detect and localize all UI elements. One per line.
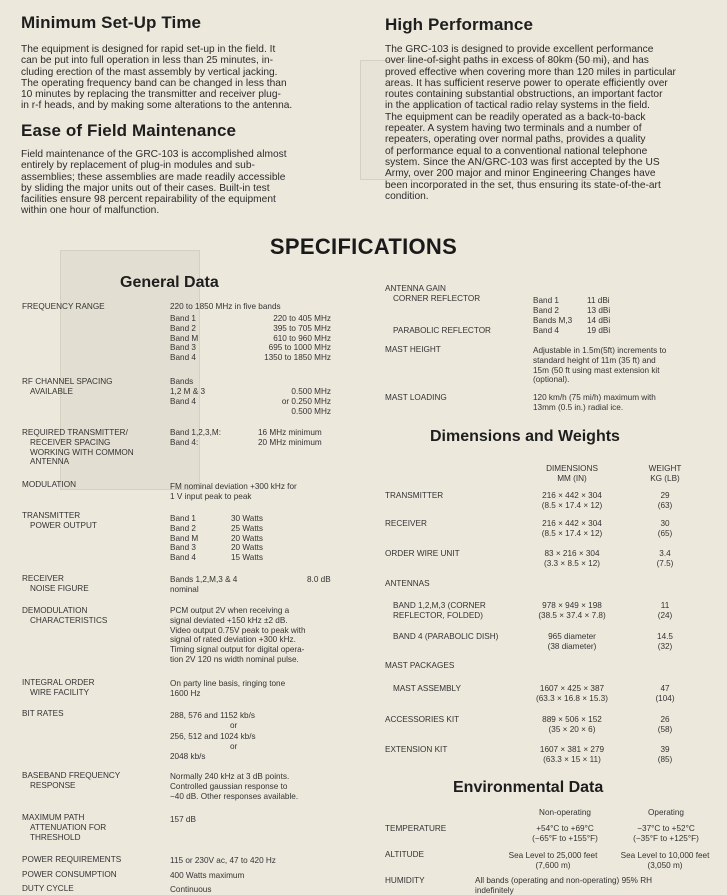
dimensions-column-header: DIMENSIONS MM (IN): [546, 464, 598, 483]
altitude-nonoperating: Sea Level to 25,000 feet (7,600 m): [508, 851, 598, 870]
mast-loading-label: MAST LOADING: [385, 393, 447, 402]
antenna-row-weight: 14.5 (32): [657, 632, 673, 651]
mast-row-weight: 47 (104): [655, 684, 675, 703]
environmental-heading: Environmental Data: [453, 779, 604, 796]
mast-height-label: MAST HEIGHT: [385, 345, 441, 354]
modulation-value: FM nominal deviation +300 kHz for 1 V input peak to peak: [170, 482, 297, 501]
mast-row-name: EXTENSION KIT: [385, 745, 448, 754]
mast-row-dims: 1607 × 381 × 279 (63.3 × 15 × 11): [539, 745, 605, 764]
antenna-row-dims: 965 diameter (38 diameter): [547, 632, 597, 651]
dim-row-dims: 216 × 442 × 304 (8.5 × 17.4 × 12): [541, 519, 603, 538]
demod-value: PCM output 2V when receiving a signal deviated +150 kHz ±2 dB. Video output 0.75V peak to peak with signal of rated deviation +300 kHz. Timing signal output for digital opera- tion 2V 120 ns width nominal pulse.: [170, 606, 306, 664]
dim-row-name: ORDER WIRE UNIT: [385, 549, 460, 558]
min-setup-text: The equipment is designed for rapid set-up in the field. It can be put into full operation in less than 25 minutes, in- cluding erection of the mast assembly by vertical jacking. The operating frequency band can be changed in less than 10 minutes by replacing the transmitter and receiver plug- in r-f heads, and by making some alterations to the antenna.: [21, 44, 293, 112]
dim-row-weight: 3.4 (7.5): [656, 549, 674, 568]
corner-reflector-gains: 11 dBi 13 dBi 14 dBi: [587, 296, 611, 325]
frequency-bands: Band 1 Band 2 Band M Band 3 Band 4: [170, 314, 199, 363]
parabolic-band: Band 4: [533, 326, 559, 335]
ease-text: Field maintenance of the GRC-103 is accomplished almost entirely by replacement of plug-in modules and sub- assemblies; these assemblies are made readily accessible by sliding the major units out of their cases. Built-in test facilities ensure 98 percent repairability of the equipment within one hour of malfunction.: [21, 149, 287, 217]
bit-rates-value: 288, 576 and 1152 kb/s or 256, 512 and 1024 kb/s or 2048 kb/s: [170, 711, 256, 762]
antenna-row-dims: 978 × 949 × 198 (38.5 × 37.4 × 7.8): [538, 601, 606, 620]
rx-noise-label: RECEIVER NOISE FIGURE: [22, 574, 89, 593]
mast-row-weight: 39 (85): [657, 745, 673, 764]
parabolic-gain: 19 dBi: [587, 326, 611, 335]
frequency-range-head: 220 to 1850 MHz in five bands: [170, 302, 281, 311]
order-wire-value: On party line basis, ringing tone 1600 Hz: [170, 679, 286, 698]
power-cons-value: 400 Watts maximum: [170, 871, 245, 880]
antenna-gain-label: ANTENNA GAIN CORNER REFLECTOR: [385, 284, 481, 303]
order-wire-label: INTEGRAL ORDER WIRE FACILITY: [22, 678, 95, 697]
antenna-row-name: BAND 1,2,M,3 (CORNER REFLECTOR, FOLDED): [393, 601, 486, 620]
temperature-label: TEMPERATURE: [385, 824, 447, 833]
mast-row-dims: 889 × 506 × 152 (35 × 20 × 6): [542, 715, 602, 734]
tx-power-label: TRANSMITTER POWER OUTPUT: [22, 511, 97, 530]
mast-packages-label: MAST PACKAGES: [385, 661, 455, 670]
rf-spacing-values: 0.500 MHz or 0.250 MHz 0.500 MHz: [281, 387, 331, 416]
humidity-value: All bands (operating and non-operating) 95% RH indefinitely: [475, 876, 653, 895]
specifications-title: SPECIFICATIONS: [269, 234, 458, 259]
altitude-label: ALTITUDE: [385, 850, 424, 859]
duty-cycle-value: Continuous: [170, 885, 212, 894]
baseband-value: Normally 240 kHz at 3 dB points. Controlled gaussian response to −40 dB. Other responses available.: [170, 772, 299, 801]
mast-row-name: ACCESSORIES KIT: [385, 715, 460, 724]
corner-reflector-bands: Band 1 Band 2 Bands M,3: [533, 296, 573, 325]
dimensions-heading: Dimensions and Weights: [430, 428, 620, 445]
dim-row-name: RECEIVER: [385, 519, 427, 528]
rx-noise-bands: Bands 1,2,M,3 & 4 nominal: [170, 575, 238, 594]
tx-power-values: 30 Watts 25 Watts 20 Watts 20 Watts 15 Watts: [231, 514, 264, 563]
mast-loading-value: 120 km/h (75 mi/h) maximum with 13mm (0.5 in.) radial ice.: [533, 393, 656, 412]
humidity-label: HUMIDITY: [385, 876, 425, 885]
power-cons-label: POWER CONSUMPTION: [22, 870, 117, 879]
frequency-range-label: FREQUENCY RANGE: [22, 302, 105, 311]
tx-rx-spacing-values: 16 MHz minimum 20 MHz minimum: [258, 428, 322, 447]
mast-row-name: MAST ASSEMBLY: [393, 684, 461, 693]
dim-row-weight: 30 (65): [657, 519, 673, 538]
baseband-label: BASEBAND FREQUENCY RESPONSE: [22, 771, 121, 790]
modulation-label: MODULATION: [22, 480, 76, 489]
antenna-row-weight: 11 (24): [657, 601, 673, 620]
dim-row-name: TRANSMITTER: [385, 491, 444, 500]
duty-cycle-label: DUTY CYCLE: [22, 884, 74, 893]
antenna-row-name: BAND 4 (PARABOLIC DISH): [393, 632, 499, 641]
dim-row-weight: 29 (63): [657, 491, 673, 510]
power-req-value: 115 or 230V ac, 47 to 420 Hz: [170, 856, 276, 865]
demod-label: DEMODULATION CHARACTERISTICS: [22, 606, 108, 625]
mast-row-dims: 1607 × 425 × 387 (63.3 × 16.8 × 15.3): [536, 684, 608, 703]
env-col-operating: Operating: [648, 808, 684, 817]
antennas-label: ANTENNAS: [385, 579, 430, 588]
altitude-operating: Sea Level to 10,000 feet (3,050 m): [620, 851, 710, 870]
parabolic-reflector-label: PARABOLIC REFLECTOR: [393, 326, 491, 335]
tx-rx-spacing-label: REQUIRED TRANSMITTER/ RECEIVER SPACING WORKING WITH COMMON ANTENNA: [22, 428, 134, 467]
dim-row-dims: 216 × 442 × 304 (8.5 × 17.4 × 12): [541, 491, 603, 510]
rf-spacing-label: RF CHANNEL SPACING AVAILABLE: [22, 377, 113, 396]
power-req-label: POWER REQUIREMENTS: [22, 855, 122, 864]
bit-rates-label: BIT RATES: [22, 709, 64, 718]
high-performance-text: The GRC-103 is designed to provide excellent performance over line-of-sight paths in excess of 80km (50 mi), and has proved effective when covering more than 120 miles in particular areas. It has sufficient reserve power to operate efficiently over routes containing substantial obstructions, an important factor in the application of tactical radio relay systems in the field. The equipment can be readily operated as a back-to-back repeater. A system having two terminals and a number of repeaters, operating over normal paths, provides a quality of performance equal to a conventional national telephone system. Since the AN/GRC-103 was first accepted by the US Army, over 200 major and minor Engineering Changes have been incorporated in the set, thus ensuring its state-of-the-art condition.: [385, 44, 676, 202]
general-data-heading: General Data: [120, 274, 219, 291]
weight-column-header: WEIGHT KG (LB): [648, 464, 682, 483]
temperature-nonoperating: +54°C to +69°C (−65°F to +155°F): [532, 824, 598, 843]
high-performance-heading: High Performance: [385, 15, 534, 34]
rf-spacing-bands: Bands 1,2 M & 3 Band 4: [170, 377, 206, 406]
env-col-nonoperating: Non-operating: [539, 808, 591, 817]
temperature-operating: −37°C to +52°C (−35°F to +125°F): [633, 824, 699, 843]
dim-row-dims: 83 × 216 × 304 (3.3 × 8.5 × 12): [544, 549, 600, 568]
max-path-value: 157 dB: [170, 815, 196, 824]
min-setup-heading: Minimum Set-Up Time: [21, 13, 202, 32]
rx-noise-value: 8.0 dB: [307, 575, 331, 584]
mast-row-weight: 26 (58): [657, 715, 673, 734]
mast-height-value: Adjustable in 1.5m(5ft) increments to standard height of 11m (35 ft) and 15m (50 ft using mast extension kit (optional).: [533, 346, 667, 385]
max-path-label: MAXIMUM PATH ATTENUATION FOR THRESHOLD: [22, 813, 107, 842]
tx-rx-spacing-bands: Band 1,2,3,M: Band 4:: [170, 428, 221, 447]
tx-power-bands: Band 1 Band 2 Band M Band 3 Band 4: [170, 514, 199, 563]
frequency-ranges: 220 to 405 MHz 395 to 705 MHz 610 to 960 MHz 695 to 1000 MHz 1350 to 1850 MHz: [264, 314, 331, 363]
ease-heading: Ease of Field Maintenance: [21, 121, 237, 140]
